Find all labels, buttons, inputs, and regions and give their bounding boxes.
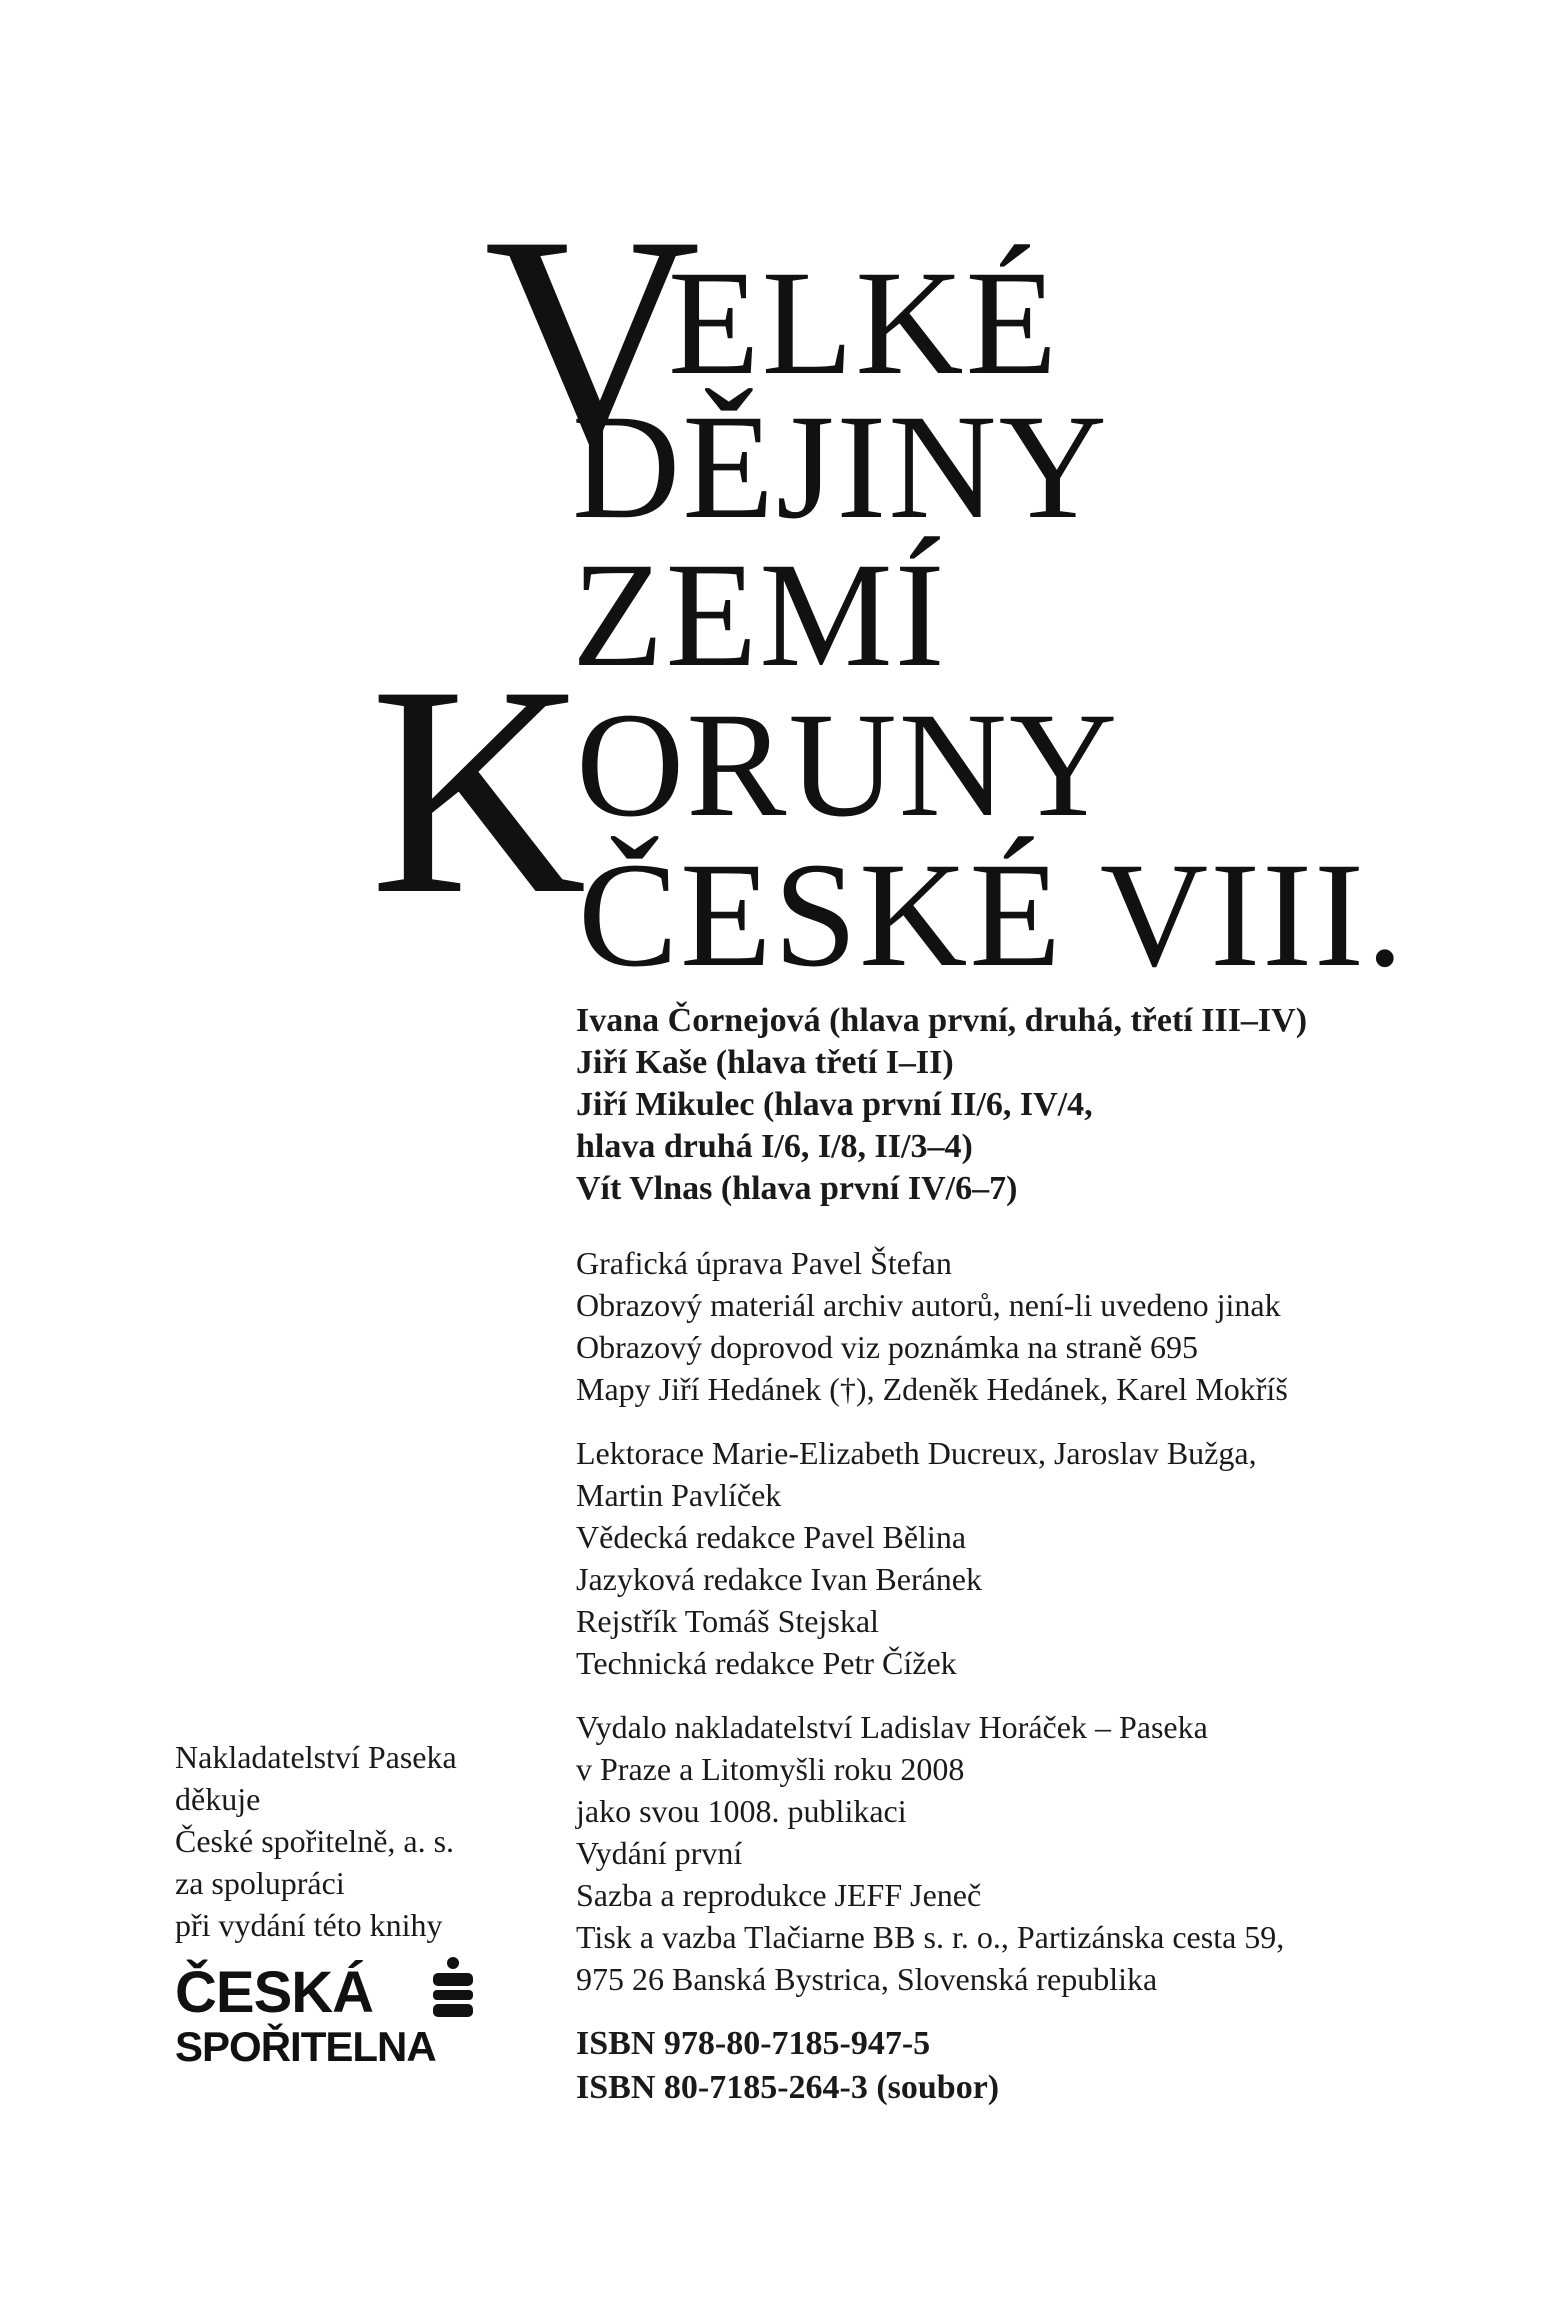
sponsor-thanks — [175, 1736, 535, 1946]
credit-line: Rejstřík Tomáš Stejskal — [576, 1603, 879, 1639]
credit-line: Mapy Jiří Hedánek (†), Zdeněk Hedánek, Karel Mokříš — [576, 1371, 1288, 1407]
credit-line: Sazba a reprodukce JEFF Jeneč — [576, 1877, 982, 1913]
author-line: Jiří Mikulec (hlava první II/6, IV/4, — [576, 1086, 1093, 1123]
ceska-sporitelna-logo — [175, 1960, 475, 2084]
sponsor-line: České spořitelně, a. s. — [175, 1823, 455, 1859]
logo-text-sporitelna: SPOŘITELNA — [175, 2023, 436, 2070]
credit-line: Vědecká redakce Pavel Bělina — [576, 1519, 967, 1555]
sponsor-line: děkuje — [175, 1781, 261, 1817]
credit-line: Technická redakce Petr Čížek — [576, 1645, 957, 1681]
credit-line: Martin Pavlíček — [576, 1477, 782, 1513]
isbn-line: ISBN 978-80-7185-947-5 — [576, 2025, 931, 2062]
title-line-dejiny: DĚJINY — [572, 384, 1109, 550]
credit-line: 975 26 Banská Bystrica, Slovenská republika — [576, 1961, 1158, 1997]
sponsor-block — [175, 1736, 535, 2084]
book-title — [0, 0, 1546, 998]
publication-credits — [576, 1706, 1506, 2000]
credit-line: Tisk a vazba Tlačiarne BB s. r. o., Partizánska cesta 59, — [576, 1919, 1285, 1955]
design-credits — [576, 1242, 1506, 1410]
ceska-sporitelna-logo-icon — [431, 1956, 475, 2018]
author-line: Vít Vlnas (hlava první IV/6–7) — [576, 1170, 1018, 1207]
title-line-koruny: ORUNY — [576, 682, 1120, 848]
credit-line: v Praze a Litomyšli roku 2008 — [576, 1751, 965, 1787]
credit-line: Lektorace Marie-Elizabeth Ducreux, Jaroslav Bužga, — [576, 1435, 1257, 1471]
isbn-line: ISBN 80-7185-264-3 (soubor) — [576, 2069, 1000, 2106]
sponsor-line: při vydání této knihy — [175, 1907, 443, 1943]
title-initial-v: V — [484, 174, 701, 506]
author-line: Jiří Kaše (hlava třetí I–II) — [576, 1044, 954, 1081]
credits-column — [576, 1000, 1506, 2110]
title-initial-k: K — [370, 624, 587, 956]
logo-text-ceska: ČESKÁ — [175, 1960, 374, 2025]
credit-line: Obrazový materiál archiv autorů, není-li uvedeno jinak — [576, 1287, 1281, 1323]
title-line-velke: ELKÉ — [668, 240, 1060, 406]
credit-line: Obrazový doprovod viz poznámka na straně 695 — [576, 1329, 1199, 1365]
credit-line: jako svou 1008. publikaci — [576, 1793, 907, 1829]
credit-line: Jazyková redakce Ivan Beránek — [576, 1561, 982, 1597]
editorial-credits — [576, 1432, 1506, 1684]
sponsor-line: Nakladatelství Paseka — [175, 1739, 457, 1775]
credit-line: Grafická úprava Pavel Štefan — [576, 1245, 952, 1281]
author-line: hlava druhá I/6, I/8, II/3–4) — [576, 1128, 973, 1165]
sponsor-line: za spolupráci — [175, 1865, 345, 1901]
title-line-zemi: ZEMÍ — [572, 532, 947, 698]
credit-line: Vydalo nakladatelství Ladislav Horáček – Paseka — [576, 1709, 1208, 1745]
authors-list — [576, 1000, 1506, 1210]
title-line-ceske: ČESKÉ VIII. — [578, 832, 1406, 998]
isbn-block — [576, 2022, 1506, 2110]
author-line: Ivana Čornejová (hlava první, druhá, třetí III–IV) — [576, 1002, 1308, 1039]
credit-line: Vydání první — [576, 1835, 743, 1871]
